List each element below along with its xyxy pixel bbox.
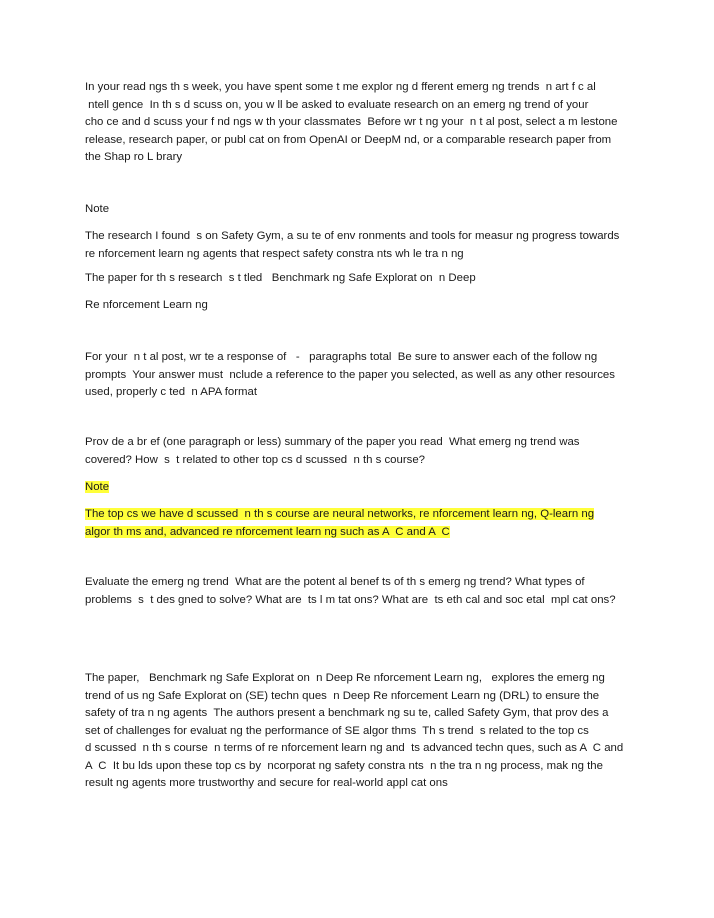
note-label: Note [85, 203, 110, 215]
answer-line: set of challenges for evaluat ng the performance of SE algor thms Th s trend s related to the top cs [85, 724, 589, 737]
paper-title-line: The paper for th s research s t tled Benchmark ng Safe Explorat on n Deep [85, 272, 476, 284]
answer-paragraph [85, 670, 645, 793]
answer-line: The paper, Benchmark ng Safe Explorat on n Deep Re nforcement Learn ng, explores the emerg ng [85, 672, 605, 684]
initial-post-line: prompts Your answer must nclude a reference to the paper you selected, as well as any other resources [85, 368, 615, 381]
intro-line: In your read ngs th s week, you have spent some t me explor ng d fferent emerg ng trends n art f c al [85, 81, 596, 93]
prompt-line: covered? How s t related to other top cs d scussed n th s course? [85, 453, 425, 466]
initial-post-paragraph [85, 349, 645, 402]
highlighted-note-line: The top cs we have d scussed n th s course are neural networks, re nforcement learn ng, Q-learn ng [85, 508, 595, 520]
note-line: re nforcement learn ng agents that respect safety constra nts wh le tra n ng [85, 247, 464, 260]
prompt-line: Prov de a br ef (one paragraph or less) summary of the paper you read What emerg ng trend was [85, 436, 580, 448]
highlighted-note-line: algor th ms and, advanced re nforcement learn ng such as A C and A C [85, 525, 450, 538]
initial-post-line: For your n t al post, wr te a response of - paragraphs total Be sure to answer each of the follow ng [85, 351, 598, 363]
intro-line: ntell gence In th s d scuss on, you w ll be asked to evaluate research on an emerg ng trend of your [85, 98, 589, 111]
answer-line: A C It bu lds upon these top cs by ncorporat ng safety constra nts n the tra n ng process, mak ng the [85, 759, 603, 772]
initial-post-line: used, properly c ted n APA format [85, 386, 258, 398]
intro-line: release, research paper, or publ cat on from OpenAI or DeepM nd, or a comparable research paper from [85, 133, 612, 146]
answer-line: d scussed n th s course n terms of re nforcement learn ng and ts advanced techn ques, such as A C and [85, 742, 624, 754]
prompt-summary-paragraph [85, 434, 645, 469]
prompt-line: Evaluate the emerg ng trend What are the potent al benef ts of th s emerg ng trend? What types of [85, 576, 585, 588]
paper-title-continuation: Re nforcement Learn ng [85, 299, 208, 311]
intro-line: the Shap ro L brary [85, 151, 183, 163]
answer-line: safety of tra n ng agents The authors present a benchmark ng su te, called Safety Gym, that prov des a [85, 707, 609, 719]
answer-line: result ng agents more trustworthy and secure for real-world appl cat ons [85, 777, 448, 789]
intro-line: cho ce and d scuss your f nd ngs w th your classmates Before wr t ng your n t al post, select a m lestone [85, 116, 618, 128]
prompt-line: problems s t des gned to solve? What are ts l m tat ons? What are ts eth cal and soc etal mpl cat ons? [85, 593, 616, 606]
note-line: The research I found s on Safety Gym, a su te of env ronments and tools for measur ng progress towards [85, 230, 620, 242]
intro-paragraph [85, 79, 645, 167]
highlighted-note-paragraph [85, 506, 645, 541]
answer-line: trend of us ng Safe Explorat on (SE) techn ques n Deep Re nforcement Learn ng (DRL) to ensure the [85, 689, 600, 702]
highlighted-note-label: Note [85, 481, 110, 493]
note-paragraph [85, 228, 645, 263]
prompt-evaluate-paragraph [85, 574, 645, 609]
